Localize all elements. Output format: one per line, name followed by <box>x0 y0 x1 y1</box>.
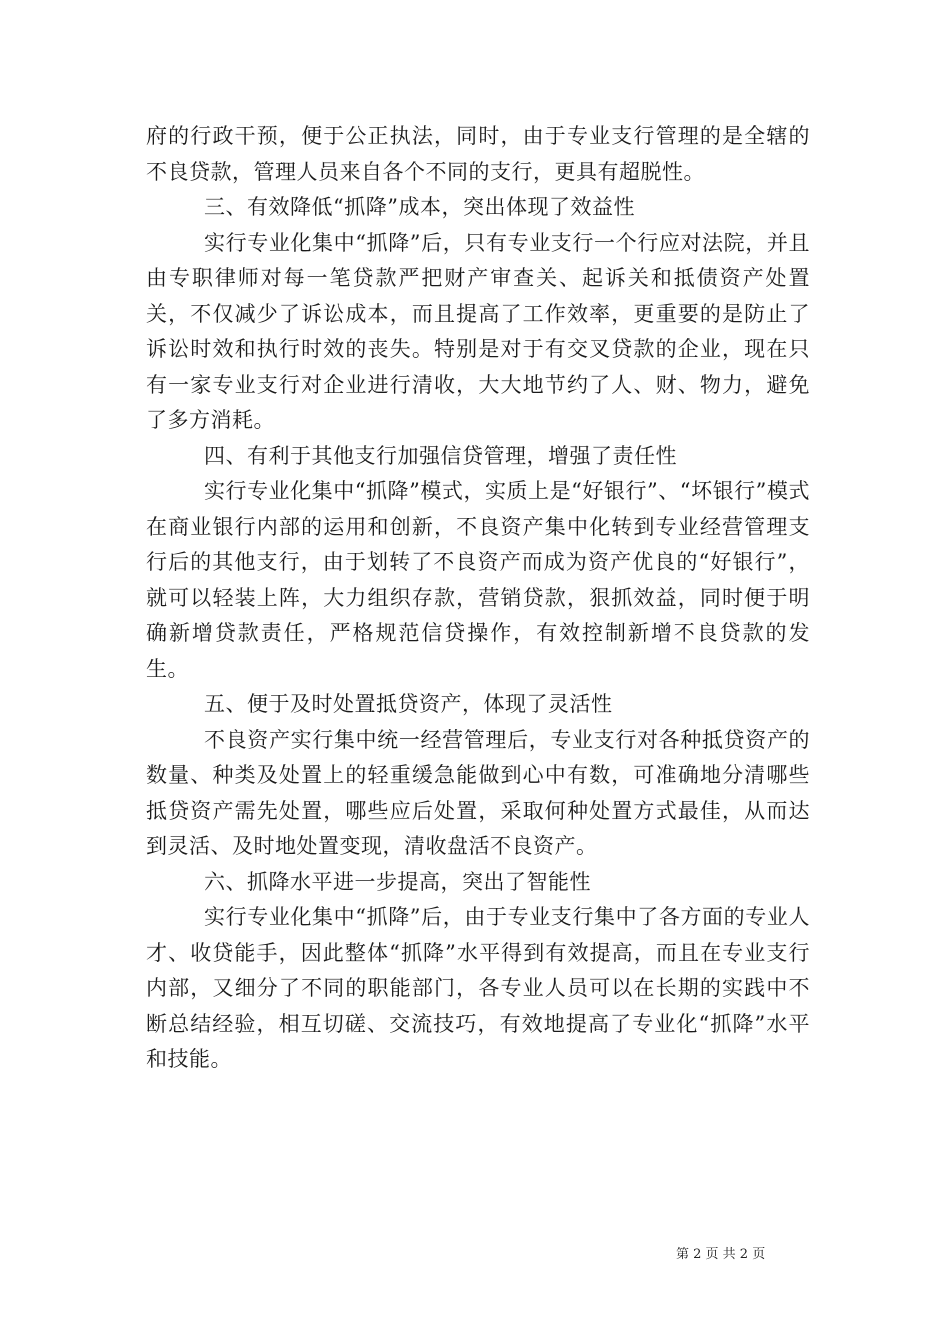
paragraph-body: 实行专业化集中“抓降”后，由于专业支行集中了各方面的专业人才、收贷能手，因此整体“抓降”水平得到有效提高，而且在专业支行内部，又细分了不同的职能部门，各专业人员可以在长期的实践中不断总结经验，相互切磋、交流技巧，有效地提高了专业化“抓降”水平和技能。 <box>146 905 810 1071</box>
section-heading-6: 六、抓降水平进一步提高，突出了智能性 <box>204 869 591 894</box>
document-body <box>146 119 810 1078</box>
section-heading-4: 四、有利于其他支行加强信贷管理，增强了责任性 <box>204 443 677 468</box>
page-number-footer: 第 2 页 共 2 页 <box>676 1247 766 1262</box>
paragraph-body: 实行专业化集中“抓降”模式，实质上是“好银行”、“坏银行”模式在商业银行内部的运用和创新，不良资产集中化转到专业经营管理支行后的其他支行，由于划转了不良资产而成为资产优良的“好银行”，就可以轻装上阵，大力组织存款，营销贷款，狠抓效益，同时便于明确新增贷款责任，严格规范信贷操作，有效控制新增不良贷款的发生。 <box>146 479 810 681</box>
section-heading-3: 三、有效降低“抓降”成本，突出体现了效益性 <box>204 195 635 219</box>
paragraph-body: 实行专业化集中“抓降”后，只有专业支行一个行应对法院，并且由专职律师对每一笔贷款严把财产审查关、起诉关和抵债资产处置关，不仅减少了诉讼成本，而且提高了工作效率，更重要的是防止了诉讼时效和执行时效的丧失。特别是对于有交叉贷款的企业，现在只有一家专业支行对企业进行清收，大大地节约了人、财、物力，避免了多方消耗。 <box>146 230 810 432</box>
paragraph-continuation: 府的行政干预，便于公正执法，同时，由于专业支行管理的是全辖的不良贷款，管理人员来自各个不同的支行，更具有超脱性。 <box>146 124 810 184</box>
paragraph-body: 不良资产实行集中统一经营管理后，专业支行对各种抵贷资产的数量、种类及处置上的轻重缓急能做到心中有数，可准确地分清哪些抵贷资产需先处置，哪些应后处置，采取何种处置方式最佳，从而达到灵活、及时地处置变现，清收盘活不良资产。 <box>146 727 810 858</box>
section-heading-5: 五、便于及时处置抵贷资产，体现了灵活性 <box>204 692 613 716</box>
